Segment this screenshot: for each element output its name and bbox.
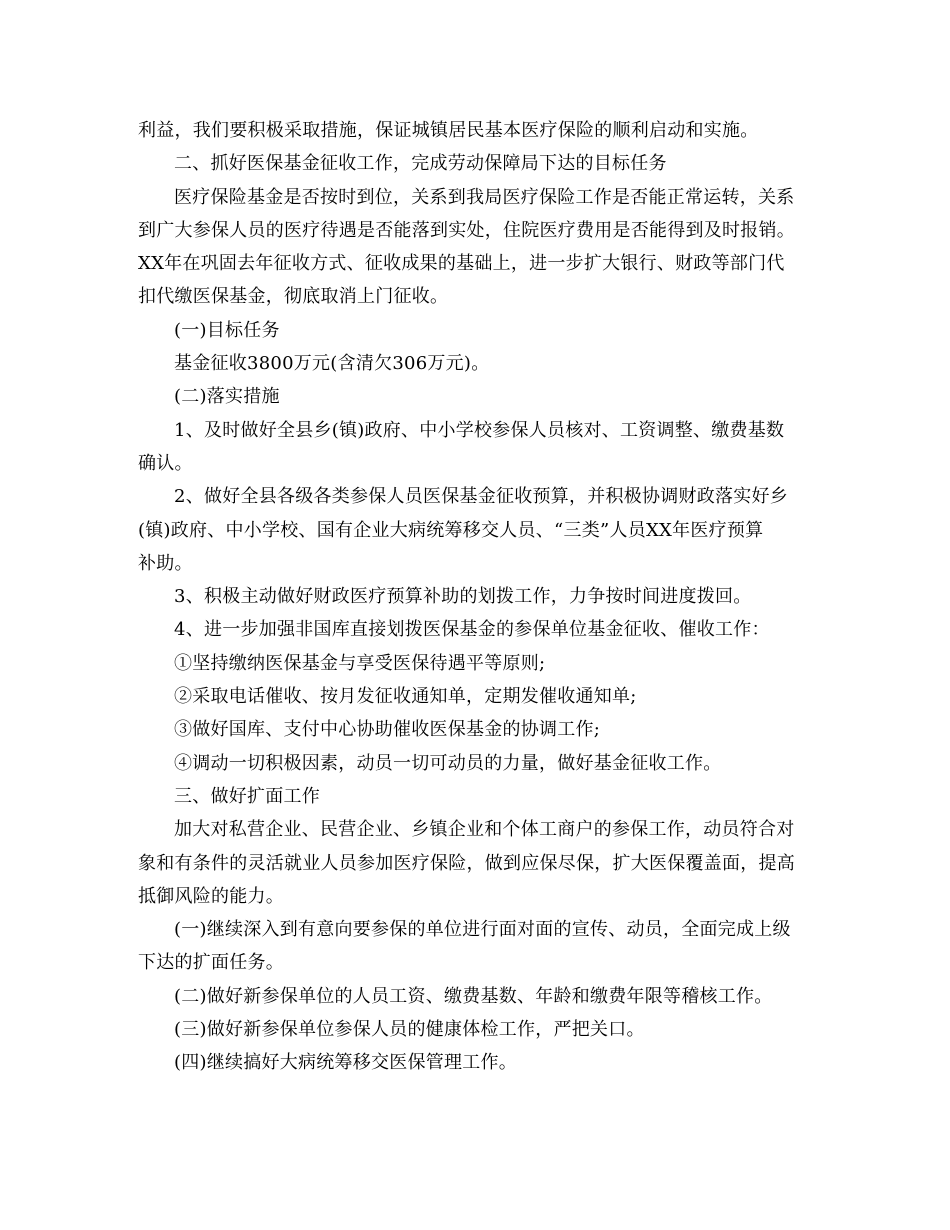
text-line: 2、做好全县各级各类参保人员医保基金征收预算，并积极协调财政落实好乡 [174,486,788,508]
text-line: 3、积极主动做好财政医疗预算补助的划拨工作，力争按时间进度拨回。 [174,586,752,608]
text-line: 到广大参保人员的医疗待遇是否能落到实处，住院医疗费用是否能得到及时报销。 [138,219,795,241]
text-line: 抵御风险的能力。 [138,885,284,907]
text-line: ③做好国库、支付中心协助催收医保基金的协调工作; [174,719,601,741]
text-line: 扣代缴医保基金，彻底取消上门征收。 [138,286,449,308]
text-line: 利益，我们要积极采取措施，保证城镇居民基本医疗保险的顺利启动和实施。 [138,120,759,141]
text-line: ①坚持缴纳医保基金与享受医保待遇平等原则; [174,652,546,674]
text-line: XX年在巩固去年征收方式、征收成果的基础上，进一步扩大银行、财政等部门代 [138,253,785,275]
text-line: 二、抓好医保基金征收工作，完成劳动保障局下达的目标任务 [174,153,667,175]
text-line: 基金征收3800万元(含清欠306万元)。 [174,353,490,375]
text-line: 三、做好扩面工作 [174,785,320,807]
text-line: 确认。 [138,452,193,474]
text-line: 医疗保险基金是否按时到位，关系到我局医疗保险工作是否能正常运转，关系 [174,186,795,208]
text-line: 加大对私营企业、民营企业、乡镇企业和个体工商户的参保工作，动员符合对 [174,819,795,841]
text-line: 4、进一步加强非国库直接划拨医保基金的参保单位基金征收、催收工作： [174,619,770,641]
text-line: (三)做好新参保单位参保人员的健康体检工作，严把关口。 [174,1019,645,1041]
text-line: (二)做好新参保单位的人员工资、缴费基数、年龄和缴费年限等稽核工作。 [174,985,773,1007]
text-line: 补助。 [138,552,193,574]
text-line: ②采取电话催收、按月发征收通知单，定期发催收通知单; [174,686,637,708]
document-body [138,114,828,1080]
text-line: (镇)政府、中小学校、国有企业大病统筹移交人员、“三类”人员XX年医疗预算 [138,519,764,541]
text-line: (一)目标任务 [174,319,280,341]
text-line: (二)落实措施 [174,386,280,408]
text-line: 象和有条件的灵活就业人员参加医疗保险，做到应保尽保，扩大医保覆盖面，提高 [138,852,795,874]
text-line: ④调动一切积极因素，动员一切可动员的力量，做好基金征收工作。 [174,752,722,774]
text-line: (四)继续搞好大病统筹移交医保管理工作。 [174,1052,518,1074]
text-line: (一)继续深入到有意向要参保的单位进行面对面的宣传、动员，全面完成上级 [174,919,791,941]
text-line: 下达的扩面任务。 [138,952,284,974]
text-line: 1、及时做好全县乡(镇)政府、中小学校参保人员核对、工资调整、缴费基数 [174,419,785,441]
